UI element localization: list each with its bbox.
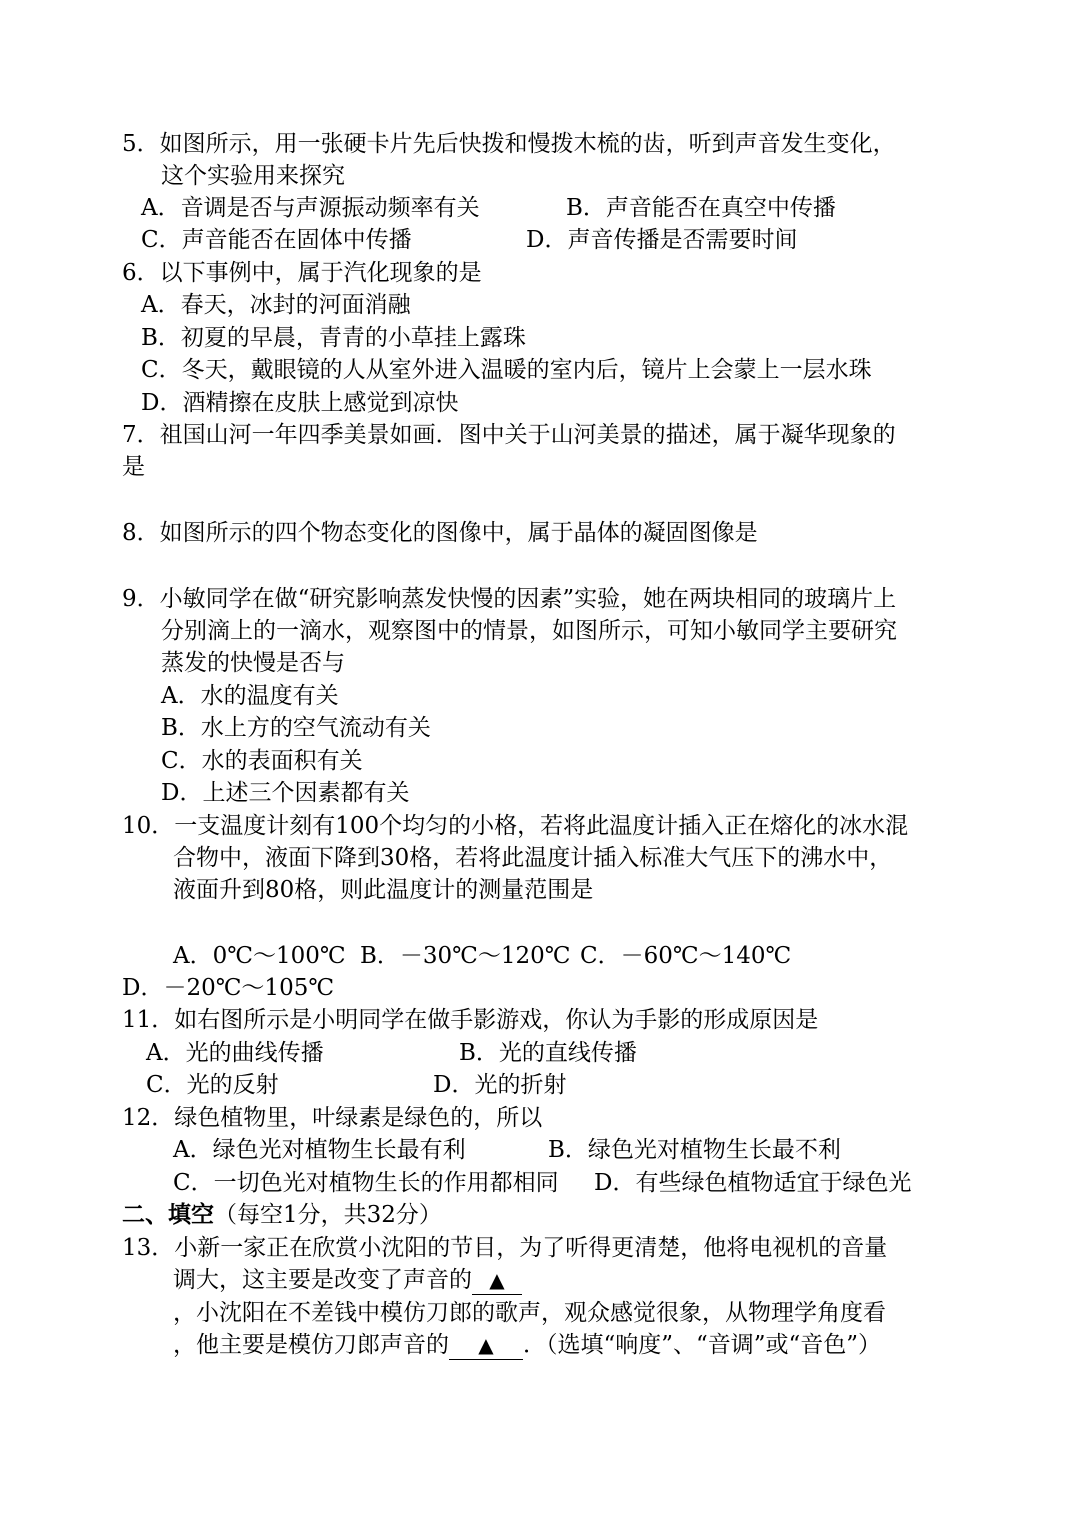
q13-stem-line-2 (173, 1264, 522, 1296)
q11-stem: 11．如右图所示是小明同学在做手影游戏，你认为手影的形成原因是 (122, 1007, 819, 1033)
triangle-mark-2: ▲ (478, 1333, 494, 1357)
q10-stem-line-2: 合物中，液面下降到30格，若将此温度计插入标准大气压下的沸水中， (173, 845, 893, 871)
q6-option-a: A．春天，冰封的河面消融 (141, 292, 411, 318)
q5-stem-line-2: 这个实验用来探究 (161, 163, 345, 189)
q9-option-b: B．水上方的空气流动有关 (161, 715, 431, 741)
q6-option-c: C．冬天，戴眼镜的人从室外进入温暖的室内后，镜片上会蒙上一层水珠 (141, 357, 872, 383)
q12-option-b: B．绿色光对植物生长最不利 (548, 1137, 841, 1163)
section-heading (122, 1199, 442, 1231)
q9-stem-line-2: 分别滴上的一滴水，观察图中的情景，如图所示，可知小敏同学主要研究 (161, 618, 897, 644)
q9-stem-line-3: 蒸发的快慢是否与 (161, 650, 345, 676)
q12-option-c: C．一切色光对植物生长的作用都相同 (173, 1170, 559, 1196)
q11-option-c: C．光的反射 (146, 1072, 279, 1098)
q10-stem-line-1: 10．一支温度计刻有100个均匀的小格，若将此温度计插入正在熔化的冰水混 (122, 813, 909, 839)
triangle-mark-1: ▲ (489, 1268, 505, 1292)
q13-stem-line-4 (173, 1329, 881, 1361)
q10-option-b: B．－30℃～120℃ (360, 943, 571, 969)
q7-stem-line-2: 是 (122, 454, 145, 480)
section-note: （每空1分，共32分） (214, 1202, 442, 1228)
q5-option-c: C．声音能否在固体中传播 (141, 227, 412, 253)
q6-option-d: D．酒精擦在皮肤上感觉到凉快 (141, 390, 459, 416)
q12-option-d: D．有些绿色植物适宜于绿色光 (594, 1170, 912, 1196)
section-title: 二、填空 (122, 1201, 214, 1228)
q11-option-d: D．光的折射 (433, 1072, 567, 1098)
q9-option-d: D．上述三个因素都有关 (161, 780, 410, 806)
q5-option-a: A．音调是否与声源振动频率有关 (141, 195, 480, 221)
q13-stem-line-2-text: 调大，这主要是改变了声音的 (173, 1267, 472, 1293)
q8-stem: 8．如图所示的四个物态变化的图像中，属于晶体的凝固图像是 (122, 520, 758, 546)
q10-option-a: A．0℃～100℃ (173, 943, 346, 969)
q10-option-d: D．－20℃～105℃ (122, 975, 335, 1001)
q9-option-a: A．水的温度有关 (161, 683, 339, 709)
q6-stem: 6．以下事例中，属于汽化现象的是 (122, 260, 482, 286)
q10-option-c: C．－60℃～140℃ (580, 943, 792, 969)
q9-stem-line-1: 9．小敏同学在做“研究影响蒸发快慢的因素”实验，她在两块相同的玻璃片上 (122, 586, 897, 612)
q13-stem-line-3: ，小沈阳在不差钱中模仿刀郎的歌声，观众感觉很象，从物理学角度看 (173, 1300, 886, 1326)
q11-option-a: A．光的曲线传播 (146, 1040, 324, 1066)
q12-stem: 12．绿色植物里，叶绿素是绿色的，所以 (122, 1105, 543, 1131)
q13-stem-line-4-end: ．（选填“响度”、“音调”或“音色”） (523, 1332, 882, 1358)
answer-blank-2[interactable] (449, 1331, 523, 1360)
q10-stem-line-3: 液面升到80格，则此温度计的测量范围是 (173, 877, 594, 903)
q5-option-d: D．声音传播是否需要时间 (526, 227, 798, 253)
q9-option-c: C．水的表面积有关 (161, 748, 363, 774)
answer-blank-1[interactable] (472, 1266, 522, 1295)
q12-option-a: A．绿色光对植物生长最有利 (173, 1137, 466, 1163)
q5-stem-line-1: 5．如图所示，用一张硬卡片先后快拨和慢拨木梳的齿，听到声音发生变化， (122, 131, 896, 157)
q7-stem-line-1: 7．祖国山河一年四季美景如画．图中关于山河美景的描述，属于凝华现象的 (122, 422, 896, 448)
q11-option-b: B．光的直线传播 (459, 1040, 637, 1066)
q6-option-b: B．初夏的早晨，青青的小草挂上露珠 (141, 325, 526, 351)
q5-option-b: B．声音能否在真空中传播 (566, 195, 836, 221)
q13-stem-line-1: 13．小新一家正在欣赏小沈阳的节目，为了听得更清楚，他将电视机的音量 (122, 1235, 888, 1261)
q13-stem-line-4-text: ，他主要是模仿刀郎声音的 (173, 1332, 449, 1358)
